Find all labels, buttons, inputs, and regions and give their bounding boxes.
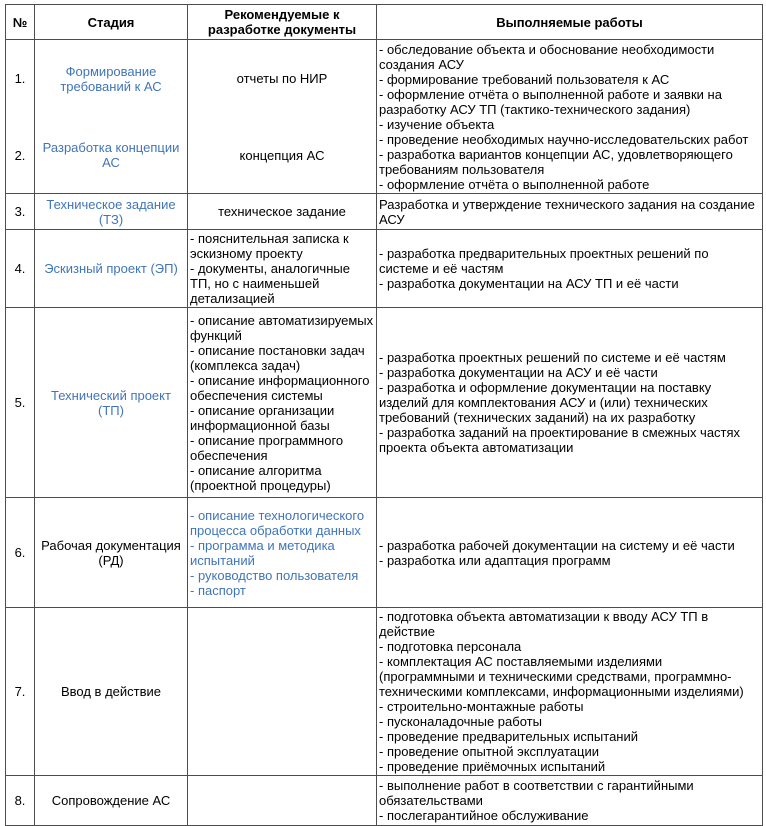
work-item: - изучение объекта	[379, 116, 495, 132]
stage-link[interactable]: Технический проект (ТП)	[35, 308, 188, 498]
table-row	[6, 498, 763, 608]
work-item: - разработка документации на АСУ ТП и её части	[379, 276, 679, 291]
header-works: Выполняемые работы	[377, 5, 763, 40]
work-item: - подготовка объекта автоматизации к вводу АСУ ТП в действие	[379, 609, 709, 639]
doc-item: - пояснительная записка к эскизному проекту	[190, 231, 349, 261]
header-stage: Стадия	[35, 5, 188, 40]
header-num: №	[6, 5, 35, 40]
row-number-cell: 8.	[6, 776, 35, 826]
doc-link-item[interactable]: - описание технологического процесса обработки данных	[190, 507, 365, 538]
work-item: - обследование объекта и обоснование необходимости создания АСУ	[379, 41, 715, 72]
row-number-cell: 5.	[6, 308, 35, 498]
docs-cell	[188, 498, 377, 608]
work-item: - разработка заданий на проектирование в смежных частях проекта объекта автоматизации	[379, 425, 741, 455]
work-item: - послегарантийное обслуживание	[379, 808, 589, 823]
page	[0, 4, 766, 823]
work-item: - разработка проектных решений по системе и её частям	[379, 350, 726, 365]
doc-link-item[interactable]: - программа и методика испытаний	[190, 537, 335, 568]
docs-cell	[188, 40, 377, 118]
stage-cell: Сопровождение АС	[35, 776, 188, 826]
doc-item: - описание автоматизируемых функций	[190, 312, 374, 343]
doc-link-item[interactable]: - руководство пользователя	[190, 567, 359, 583]
doc-item: концепция АС	[239, 147, 325, 163]
table-header-row	[6, 5, 763, 40]
stage-link[interactable]: Разработка концепции АС	[35, 118, 188, 194]
row-number-cell: 7.	[6, 608, 35, 776]
row-number-cell: 3.	[6, 194, 35, 230]
stage-link[interactable]: Формирование требований к АС	[35, 40, 188, 118]
docs-cell	[188, 608, 377, 776]
doc-item: - описание организации информационной базы	[190, 402, 335, 433]
doc-item: - документы, аналогичные ТП, но с наименьшей детализацией	[190, 261, 350, 306]
docs-cell	[188, 118, 377, 194]
stage-cell: Ввод в действие	[35, 608, 188, 776]
docs-cell	[188, 308, 377, 498]
stage-link[interactable]: Эскизный проект (ЭП)	[35, 230, 188, 308]
work-item: - комплектация АС поставляемыми изделиями (программными и техническими средствами, программно-техническими комплексами, информационными изделиями)	[379, 654, 744, 699]
works-cell	[377, 40, 763, 194]
work-item: - проведение опытной эксплуатации	[379, 744, 599, 759]
doc-item: - описание информационного обеспечения системы	[190, 372, 370, 403]
work-item: - выполнение работ в соответствии с гарантийными обязательствами	[379, 778, 694, 808]
doc-item: - описание постановки задач (комплекса задач)	[190, 342, 365, 373]
table-row	[6, 194, 763, 230]
work-item: - разработка и оформление документации на поставку изделий для комплектования АСУ и (или) технических требований (технических заданий) на их разработку	[379, 380, 712, 425]
stage-link[interactable]: Техническое задание (ТЗ)	[35, 194, 188, 230]
work-item: - оформление отчёта о выполненной работе и заявки на разработку АСУ ТП (тактико-технического задания)	[379, 86, 722, 117]
works-cell	[377, 230, 763, 308]
table-row	[6, 776, 763, 826]
stage-cell: Рабочая документация (РД)	[35, 498, 188, 608]
work-item: - разработка рабочей документации на систему и её части	[379, 537, 735, 553]
doc-item: техническое задание	[218, 204, 346, 219]
work-item: - строительно-монтажные работы	[379, 699, 584, 714]
table-row	[6, 40, 763, 118]
work-item: - разработка документации на АСУ и её части	[379, 365, 658, 380]
work-item: - пусконаладочные работы	[379, 714, 542, 729]
stages-table	[5, 4, 763, 826]
table-row	[6, 308, 763, 498]
works-cell	[377, 308, 763, 498]
work-item: - проведение необходимых научно-исследовательских работ	[379, 131, 749, 147]
works-cell	[377, 194, 763, 230]
work-item: Разработка и утверждение технического задания на создание АСУ	[379, 196, 755, 227]
works-cell	[377, 608, 763, 776]
row-number-cell: 1.	[6, 40, 35, 118]
works-cell	[377, 776, 763, 826]
doc-item: - описание программного обеспечения	[190, 432, 344, 463]
docs-cell	[188, 194, 377, 230]
work-item: - формирование требований пользователя к АС	[379, 71, 670, 87]
works-cell	[377, 498, 763, 608]
docs-cell	[188, 776, 377, 826]
table-row	[6, 608, 763, 776]
work-item: - разработка или адаптация программ	[379, 552, 611, 568]
work-item: - подготовка персонала	[379, 639, 522, 654]
row-number-cell: 2.	[6, 118, 35, 194]
work-item: - проведение приёмочных испытаний	[379, 759, 606, 774]
docs-cell	[188, 230, 377, 308]
table-row	[6, 230, 763, 308]
work-item: - проведение предварительных испытаний	[379, 729, 639, 744]
doc-item: - описание алгоритма (проектной процедуры)	[190, 462, 331, 493]
work-item: - оформление отчёта о выполненной работе	[379, 176, 650, 192]
work-item: - разработка предварительных проектных решений по системе и её частям	[379, 246, 709, 276]
row-number-cell: 4.	[6, 230, 35, 308]
row-number-cell: 6.	[6, 498, 35, 608]
header-docs: Рекомендуемые к разработке документы	[188, 5, 377, 40]
doc-item: отчеты по НИР	[236, 71, 328, 87]
work-item: - разработка вариантов концепции АС, удовлетворяющего требованиям пользователя	[379, 146, 733, 177]
doc-link-item[interactable]: - паспорт	[190, 582, 246, 598]
